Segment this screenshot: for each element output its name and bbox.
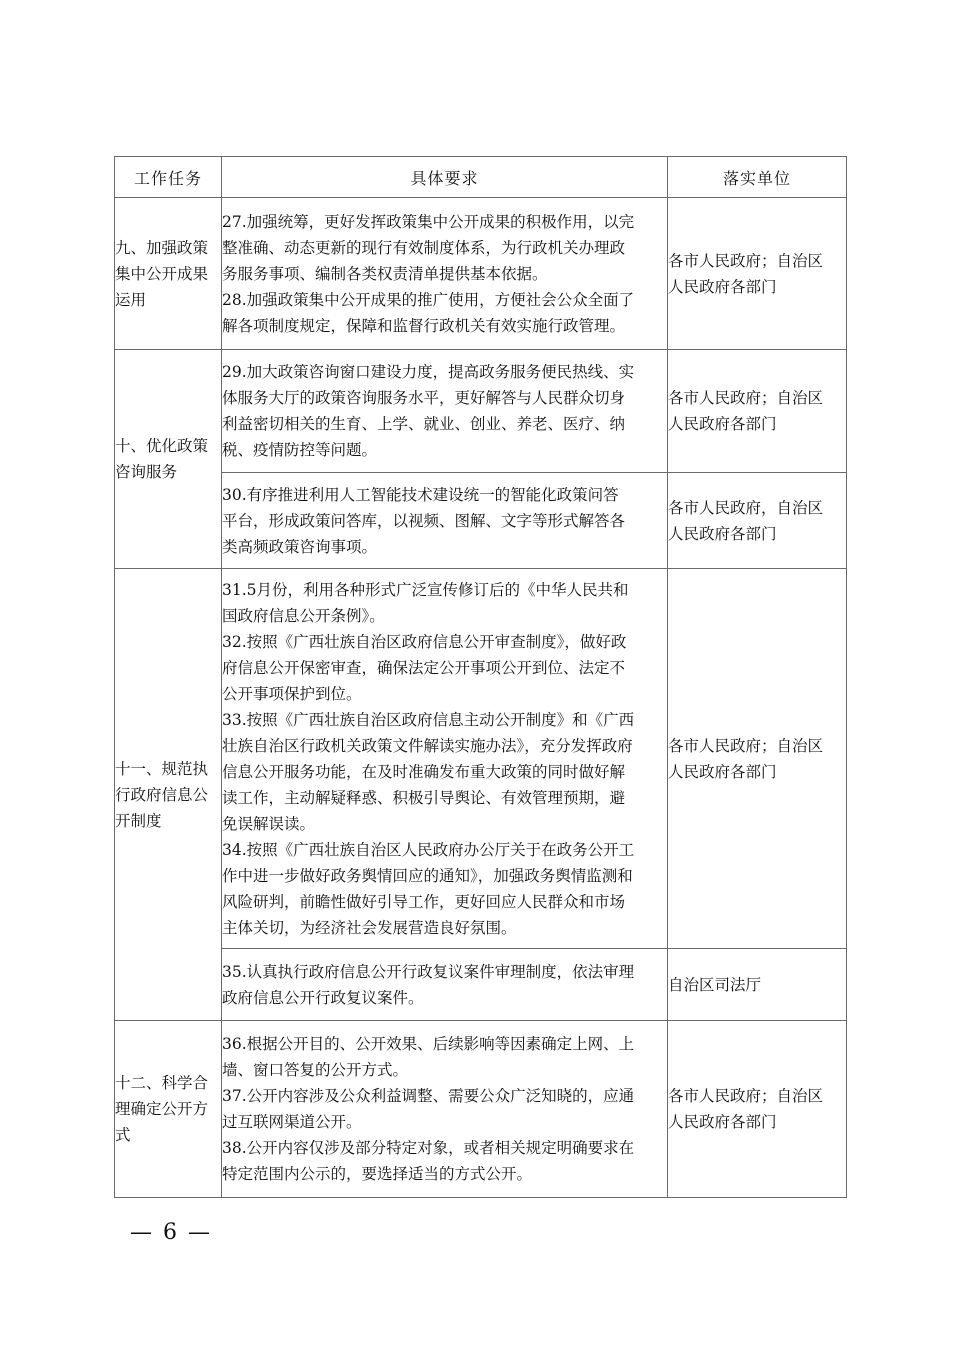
requirement-text-line: 29.加大政策咨询窗口建设力度，提高政务服务便民热线、实: [222, 363, 635, 381]
page-number: — 6 —: [130, 1220, 212, 1245]
requirement-cell: [222, 473, 668, 569]
requirement-text-line: 平台，形成政策问答库，以视频、图解、文字等形式解答各: [222, 511, 626, 530]
task-text-line: 运用: [115, 290, 147, 309]
requirement-text-line: 特定范围内公示的，要选择适当的方式公开。: [222, 1165, 533, 1183]
requirement-text-line: 34.按照《广西壮族自治区人民政府办公厅关于在政务公开工: [222, 840, 635, 859]
requirement-text-line: 风险研判，前瞻性做好引导工作，更好回应人民群众和市场: [222, 892, 626, 911]
task-text-line: 十、优化政策: [115, 437, 209, 455]
task-text-line: 行政府信息公: [115, 785, 209, 804]
unit-text-line: 人民政府各部门: [668, 1113, 777, 1131]
requirement-cell: [222, 350, 668, 473]
requirement-text-line: 税、疫情防控等问题。: [222, 441, 378, 459]
requirement-text-line: 32.按照《广西壮族自治区政府信息公开审查制度》，做好政: [222, 632, 627, 651]
responsible-unit-cell: [668, 350, 847, 473]
requirement-text-line: 31.5月份，利用各种形式广泛宣传修订后的《中华人民共和: [222, 580, 629, 599]
task-text-line: 十一、规范执: [115, 759, 209, 778]
task-text-line: 九、加强政策: [115, 238, 209, 257]
unit-text-line: 各市人民政府；自治区: [668, 389, 824, 407]
header-requirements: 具体要求: [222, 157, 668, 198]
requirement-text-line: 利益密切相关的生育、上学、就业、创业、养老、医疗、纳: [222, 415, 626, 433]
requirement-text-line: 36.根据公开目的、公开效果、后续影响等因素确定上网、上: [222, 1035, 635, 1053]
table-row: [115, 473, 847, 569]
unit-text-line: 人民政府各部门: [668, 415, 777, 433]
requirement-text-line: 府信息公开保密审查，确保法定公开事项公开到位、法定不: [222, 658, 626, 677]
table-row: [115, 569, 847, 949]
unit-text-line: 各市人民政府；自治区: [668, 1087, 824, 1105]
work-task-cell: [115, 350, 222, 569]
requirement-text-line: 解各项制度规定，保障和监督行政机关有效实施行政管理。: [222, 316, 626, 335]
task-text-line: 十二、科学合: [115, 1074, 209, 1092]
requirement-cell: [222, 949, 668, 1021]
task-text-line: 咨询服务: [115, 463, 178, 481]
header-responsible-unit: 落实单位: [668, 157, 847, 198]
requirement-text-line: 30.有序推进利用人工智能技术建设统一的智能化政策问答: [222, 485, 619, 504]
requirement-text-line: 类高频政策咨询事项。: [222, 537, 378, 556]
unit-text-line: 各市人民政府；自治区: [668, 736, 824, 755]
table-row: [115, 198, 847, 350]
requirement-text-line: 作中进一步做好政务舆情回应的通知》，加强政务舆情监测和: [222, 866, 633, 885]
requirement-text-line: 37.公开内容涉及公众利益调整、需要公众广泛知晓的，应通: [222, 1087, 635, 1105]
requirement-text-line: 读工作，主动解疑释惑、积极引导舆论、有效管理预期，避: [222, 788, 626, 807]
requirement-text-line: 35.认真执行政府信息公开行政复议案件审理制度，依法审理: [222, 962, 635, 981]
work-task-cell: [115, 1021, 222, 1198]
unit-text-line: 各市人民政府，自治区: [668, 498, 824, 517]
requirement-text-line: 33.按照《广西壮族自治区政府信息主动公开制度》和《广西: [222, 710, 635, 729]
requirement-text-line: 38.公开内容仅涉及部分特定对象，或者相关规定明确要求在: [222, 1139, 635, 1157]
task-text-line: 理确定公开方: [115, 1100, 209, 1118]
task-text-line: 开制度: [115, 811, 162, 830]
unit-text-line: 人民政府各部门: [668, 524, 777, 543]
unit-text-line: 各市人民政府；自治区: [668, 251, 824, 270]
requirement-text-line: 政府信息公开行政复议案件。: [222, 988, 424, 1007]
requirement-text-line: 国政府信息公开条例》。: [222, 606, 385, 625]
work-task-cell: [115, 198, 222, 350]
requirement-text-line: 壮族自治区行政机关政策文件解读实施办法》，充分发挥政府: [222, 736, 633, 755]
unit-text-line: 人民政府各部门: [668, 762, 777, 781]
responsible-unit-cell: [668, 949, 847, 1021]
table-header-row: [115, 157, 847, 198]
table-row: [115, 949, 847, 1021]
requirement-cell: [222, 1021, 668, 1198]
requirement-cell: [222, 569, 668, 949]
unit-text-line: 人民政府各部门: [668, 277, 777, 296]
requirement-text-line: 过互联网渠道公开。: [222, 1113, 362, 1131]
requirement-text-line: 墙、窗口答复的公开方式。: [222, 1061, 409, 1079]
requirement-text-line: 主体关切，为经济社会发展营造良好氛围。: [222, 918, 517, 937]
task-text-line: 式: [115, 1126, 131, 1144]
requirement-text-line: 公开事项保护到位。: [222, 684, 362, 703]
requirement-text-line: 务服务事项、编制各类权责清单提供基本依据。: [222, 264, 548, 283]
requirement-text-line: 体服务大厅的政策咨询服务水平，更好解答与人民群众切身: [222, 389, 626, 407]
header-work-task: 工作任务: [115, 157, 222, 198]
responsible-unit-cell: [668, 569, 847, 949]
responsible-unit-cell: [668, 473, 847, 569]
table-row: [115, 1021, 847, 1198]
requirement-text-line: 信息公开服务功能，在及时准确发布重大政策的同时做好解: [222, 762, 626, 781]
table-row: [115, 350, 847, 473]
requirement-text-line: 整准确、动态更新的现行有效制度体系，为行政机关办理政: [222, 238, 626, 257]
responsible-unit-cell: [668, 198, 847, 350]
unit-text-line: 自治区司法厅: [668, 975, 762, 994]
work-task-cell: [115, 569, 222, 1021]
work-task-table: [114, 156, 847, 1198]
responsible-unit-cell: [668, 1021, 847, 1198]
requirement-text-line: 27.加强统筹，更好发挥政策集中公开成果的积极作用，以完: [222, 212, 635, 231]
table-body: [115, 198, 847, 1198]
requirement-cell: [222, 198, 668, 350]
task-text-line: 集中公开成果: [115, 264, 209, 283]
requirement-text-line: 28.加强政策集中公开成果的推广使用，方便社会公众全面了: [222, 290, 635, 309]
requirement-text-line: 免误解误读。: [222, 814, 316, 833]
